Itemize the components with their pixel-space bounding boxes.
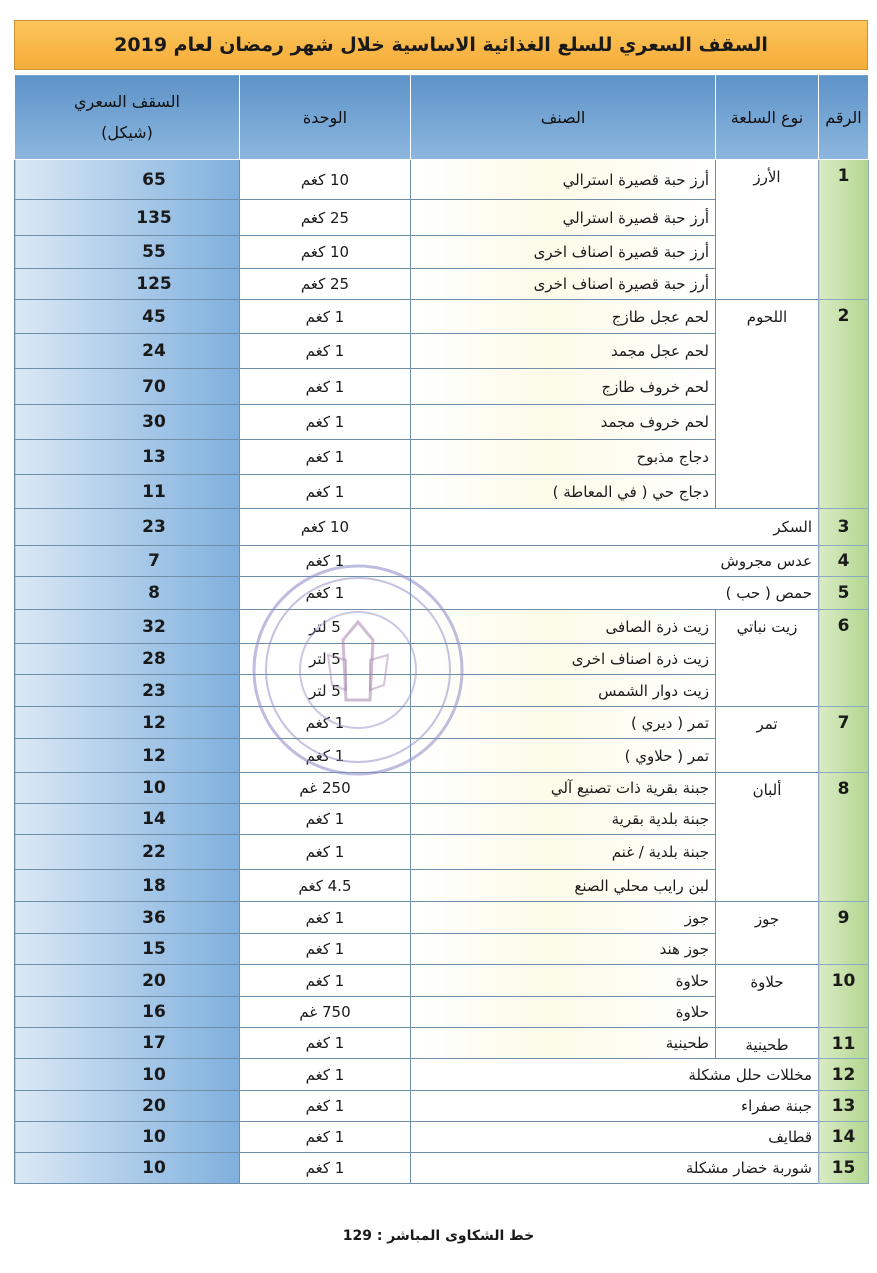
item-number: 1 <box>819 160 869 300</box>
price-ceiling-cell: 135 <box>15 200 240 236</box>
header-price <box>15 75 240 160</box>
item-number: 3 <box>819 509 869 546</box>
price-ceiling-cell: 32 <box>15 610 240 644</box>
commodity-item: لحم خروف مجمد <box>411 405 716 440</box>
table-row <box>15 1028 869 1059</box>
unit-cell: 25 كغم <box>240 200 411 236</box>
item-number: 2 <box>819 300 869 509</box>
table-row <box>15 1059 869 1091</box>
item-number: 11 <box>819 1028 869 1059</box>
unit-cell: 1 كغم <box>240 405 411 440</box>
price-ceiling-cell: 11 <box>15 475 240 509</box>
unit-cell: 1 كغم <box>240 440 411 475</box>
table-row <box>15 160 869 200</box>
unit-cell: 10 كغم <box>240 236 411 269</box>
commodity-item: أرز حبة قصيرة اصناف اخرى <box>411 269 716 300</box>
table-row <box>15 300 869 334</box>
commodity-item: تمر ( حلاوي ) <box>411 739 716 773</box>
commodity-item: جبنة بقرية ذات تصنيع آلي <box>411 773 716 804</box>
unit-cell: 1 كغم <box>240 739 411 773</box>
commodity-item: زيت ذرة اصناف اخرى <box>411 644 716 675</box>
unit-cell: 10 كغم <box>240 160 411 200</box>
unit-cell: 25 كغم <box>240 269 411 300</box>
item-number: 14 <box>819 1122 869 1153</box>
item-number: 10 <box>819 965 869 1028</box>
commodity-item: لحم خروف طازج <box>411 369 716 405</box>
unit-cell: 1 كغم <box>240 334 411 369</box>
unit-cell: 10 كغم <box>240 509 411 546</box>
unit-cell: 4.5 كغم <box>240 870 411 902</box>
item-number: 4 <box>819 546 869 577</box>
price-ceiling-cell: 10 <box>15 773 240 804</box>
commodity-category: جوز <box>716 902 819 965</box>
commodity-name: حمص ( حب ) <box>411 577 819 610</box>
table-row <box>15 1153 869 1184</box>
unit-cell: 1 كغم <box>240 902 411 934</box>
price-ceiling-cell: 10 <box>15 1153 240 1184</box>
complaints-hotline: خط الشكاوى المباشر : 129 <box>342 1228 535 1244</box>
table-row <box>15 546 869 577</box>
commodity-item: جبنة بلدية بقرية <box>411 804 716 835</box>
unit-cell: 250 غم <box>240 773 411 804</box>
price-ceiling-cell: 23 <box>15 675 240 707</box>
unit-cell: 5 لتر <box>240 675 411 707</box>
price-ceiling-cell: 17 <box>15 1028 240 1059</box>
item-number: 15 <box>819 1153 869 1184</box>
commodity-category: ألبان <box>716 773 819 902</box>
table-header-row <box>15 75 869 160</box>
commodity-item: طحينية <box>411 1028 716 1059</box>
price-ceiling-cell: 70 <box>15 369 240 405</box>
price-ceiling-cell: 20 <box>15 965 240 997</box>
commodity-item: أرز حبة قصيرة اصناف اخرى <box>411 236 716 269</box>
commodity-item: لبن رايب محلي الصنع <box>411 870 716 902</box>
commodity-name: شوربة خضار مشكلة <box>411 1153 819 1184</box>
table-row <box>15 965 869 997</box>
commodity-category: طحينية <box>716 1028 819 1059</box>
price-ceiling-cell: 8 <box>15 577 240 610</box>
item-number: 12 <box>819 1059 869 1091</box>
table-row <box>15 902 869 934</box>
price-ceiling-cell: 125 <box>15 269 240 300</box>
unit-cell: 750 غم <box>240 997 411 1028</box>
document-title: السقف السعري للسلع الغذائية الاساسية خلال شهر رمضان لعام 2019 <box>14 20 868 70</box>
unit-cell: 5 لتر <box>240 644 411 675</box>
table-row <box>15 707 869 739</box>
header-item: الصنف <box>411 75 716 160</box>
item-number: 7 <box>819 707 869 773</box>
price-ceiling-cell: 15 <box>15 934 240 965</box>
unit-cell: 1 كغم <box>240 934 411 965</box>
commodity-item: أرز حبة قصيرة استرالي <box>411 200 716 236</box>
table-row <box>15 577 869 610</box>
price-ceiling-cell: 16 <box>15 997 240 1028</box>
commodity-category: اللحوم <box>716 300 819 509</box>
commodity-name: مخللات حلل مشكلة <box>411 1059 819 1091</box>
table-row <box>15 1122 869 1153</box>
commodity-item: تمر ( ديري ) <box>411 707 716 739</box>
price-ceiling-cell: 10 <box>15 1059 240 1091</box>
commodity-item: حلاوة <box>411 997 716 1028</box>
unit-cell: 1 كغم <box>240 300 411 334</box>
unit-cell: 1 كغم <box>240 577 411 610</box>
item-number: 13 <box>819 1091 869 1122</box>
commodity-item: زيت ذرة الصافى <box>411 610 716 644</box>
item-number: 8 <box>819 773 869 902</box>
commodity-name: السكر <box>411 509 819 546</box>
commodity-item: حلاوة <box>411 965 716 997</box>
header-unit: الوحدة <box>240 75 411 160</box>
price-ceiling-cell: 65 <box>15 160 240 200</box>
commodity-category: الأرز <box>716 160 819 300</box>
header-num: الرقم <box>819 75 869 160</box>
price-ceiling-cell: 12 <box>15 707 240 739</box>
commodity-item: لحم عجل مجمد <box>411 334 716 369</box>
unit-cell: 1 كغم <box>240 1091 411 1122</box>
header-price-unit: (شيكل) <box>101 123 153 142</box>
price-ceiling-cell: 13 <box>15 440 240 475</box>
unit-cell: 1 كغم <box>240 804 411 835</box>
header-category: نوع السلعة <box>716 75 819 160</box>
price-ceiling-cell: 30 <box>15 405 240 440</box>
unit-cell: 1 كغم <box>240 1122 411 1153</box>
price-ceiling-cell: 24 <box>15 334 240 369</box>
price-ceiling-cell: 18 <box>15 870 240 902</box>
table-row <box>15 610 869 644</box>
commodity-category: زيت نباتي <box>716 610 819 707</box>
commodity-item: أرز حبة قصيرة استرالي <box>411 160 716 200</box>
unit-cell: 1 كغم <box>240 1153 411 1184</box>
price-ceiling-cell: 36 <box>15 902 240 934</box>
commodity-category: تمر <box>716 707 819 773</box>
unit-cell: 1 كغم <box>240 546 411 577</box>
price-ceiling-cell: 14 <box>15 804 240 835</box>
commodity-name: قطايف <box>411 1122 819 1153</box>
price-ceiling-cell: 22 <box>15 835 240 870</box>
commodity-item: جبنة بلدية / غنم <box>411 835 716 870</box>
table-body <box>15 160 869 1184</box>
commodity-name: جبنة صفراء <box>411 1091 819 1122</box>
price-ceiling-table <box>14 74 869 1184</box>
commodity-item: جوز هند <box>411 934 716 965</box>
commodity-item: لحم عجل طازج <box>411 300 716 334</box>
commodity-name: عدس مجروش <box>411 546 819 577</box>
price-ceiling-cell: 20 <box>15 1091 240 1122</box>
table-row <box>15 509 869 546</box>
unit-cell: 1 كغم <box>240 965 411 997</box>
price-ceiling-cell: 7 <box>15 546 240 577</box>
commodity-item: زيت دوار الشمس <box>411 675 716 707</box>
unit-cell: 1 كغم <box>240 707 411 739</box>
item-number: 6 <box>819 610 869 707</box>
commodity-category: حلاوة <box>716 965 819 1028</box>
unit-cell: 1 كغم <box>240 835 411 870</box>
unit-cell: 1 كغم <box>240 1028 411 1059</box>
item-number: 5 <box>819 577 869 610</box>
unit-cell: 1 كغم <box>240 1059 411 1091</box>
price-ceiling-cell: 28 <box>15 644 240 675</box>
price-ceiling-cell: 45 <box>15 300 240 334</box>
commodity-item: جوز <box>411 902 716 934</box>
price-ceiling-cell: 12 <box>15 739 240 773</box>
unit-cell: 1 كغم <box>240 475 411 509</box>
unit-cell: 5 لتر <box>240 610 411 644</box>
commodity-item: دجاج مذبوح <box>411 440 716 475</box>
item-number: 9 <box>819 902 869 965</box>
price-ceiling-cell: 23 <box>15 509 240 546</box>
table-row <box>15 1091 869 1122</box>
price-ceiling-cell: 55 <box>15 236 240 269</box>
commodity-item: دجاج حي ( في المعاطة ) <box>411 475 716 509</box>
price-ceiling-cell: 10 <box>15 1122 240 1153</box>
table-row <box>15 773 869 804</box>
unit-cell: 1 كغم <box>240 369 411 405</box>
header-price-label: السقف السعري <box>74 92 180 111</box>
